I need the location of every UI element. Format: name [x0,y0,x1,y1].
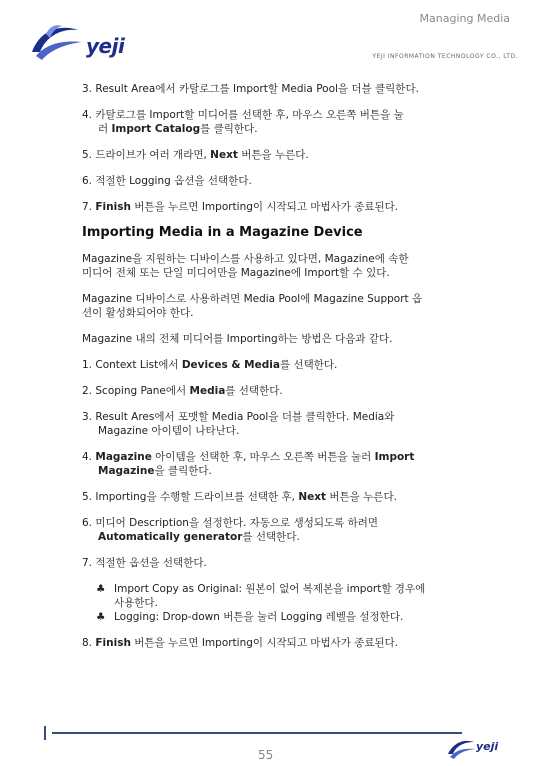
logo-text: yeji [86,34,125,58]
step-item: 3. Result Area에서 카탈로그를 Import할 Media Pool을 더블 클릭한다. [82,83,419,95]
step-item: 6. 미디어 Description을 설정한다. 자동으로 생성되도록 하려면 Automatically generator를 선택한다. [82,517,379,543]
list-item: ♣ Logging: Drop-down 버튼을 눌러 Logging 레벨을 설정한다. [96,611,404,623]
page-number: 55 [258,748,274,762]
paragraph: Magazine 디바이스로 사용하려면 Media Pool에 Magazine Support 옵 션이 활성화되어야 한다. [82,293,423,319]
list-item: ♣ Import Copy as Original: 원본이 없어 복제본을 import할 경우에 사용한다. [96,583,426,609]
step-item: 1. Context List에서 Devices & Media를 선택한다. [82,359,338,371]
document-body [82,82,482,662]
footer-logo-text: yeji [476,740,499,753]
section-heading: Importing Media in a Magazine Device [82,225,363,240]
paragraph: Magazine을 지원하는 디바이스를 사용하고 있다면, Magazine에 속한 미디어 전체 또는 단일 미디어만을 Magazine에 Import할 수 있다. [82,253,409,279]
footer-divider [52,732,462,734]
logo-swoosh-icon [26,22,86,66]
step-item: 4. 카탈로그를 Import할 미디어를 선택한 후, 마우스 오른쪽 버튼을 눌 러 Import Catalog를 클릭한다. [82,109,404,135]
bullet-list [82,582,482,624]
club-bullet-icon: ♣ [96,583,106,595]
step-item: 8. Finish 버튼을 누르면 Importing이 시작되고 마법사가 종료된다. [82,637,399,649]
company-logo [26,22,136,66]
step-item: 5. Importing을 수행할 드라이브를 선택한 후, Next 버튼을 누른다. [82,491,397,503]
step-item: 7. 적절한 옵션을 선택한다. [82,557,207,569]
header-title: Managing Media [419,12,510,25]
step-item: 2. Scoping Pane에서 Media를 선택한다. [82,385,283,397]
step-item: 3. Result Ares에서 포맷할 Media Pool을 더블 클릭한다. Media와 Magazine 아이템이 나타난다. [82,411,395,437]
club-bullet-icon: ♣ [96,611,106,623]
footer-logo-swoosh-icon [446,738,476,760]
step-item: 6. 적절한 Logging 옵션을 선택한다. [82,175,252,187]
paragraph: Magazine 내의 전체 미디어를 Importing하는 방법은 다음과 같다. [82,333,393,345]
footer-logo [446,738,506,760]
step-item: 5. 드라이브가 여러 개라면, Next 버튼을 누른다. [82,149,309,161]
step-item: 4. Magazine 아이템을 선택한 후, 마우스 오른쪽 버튼을 눌러 Import Magazine을 클릭한다. [82,451,415,477]
step-item: 7. Finish 버튼을 누르면 Importing이 시작되고 마법사가 종료된다. [82,201,399,213]
company-name: YEJI INFORMATION TECHNOLOGY CO., LTD. [372,53,518,60]
